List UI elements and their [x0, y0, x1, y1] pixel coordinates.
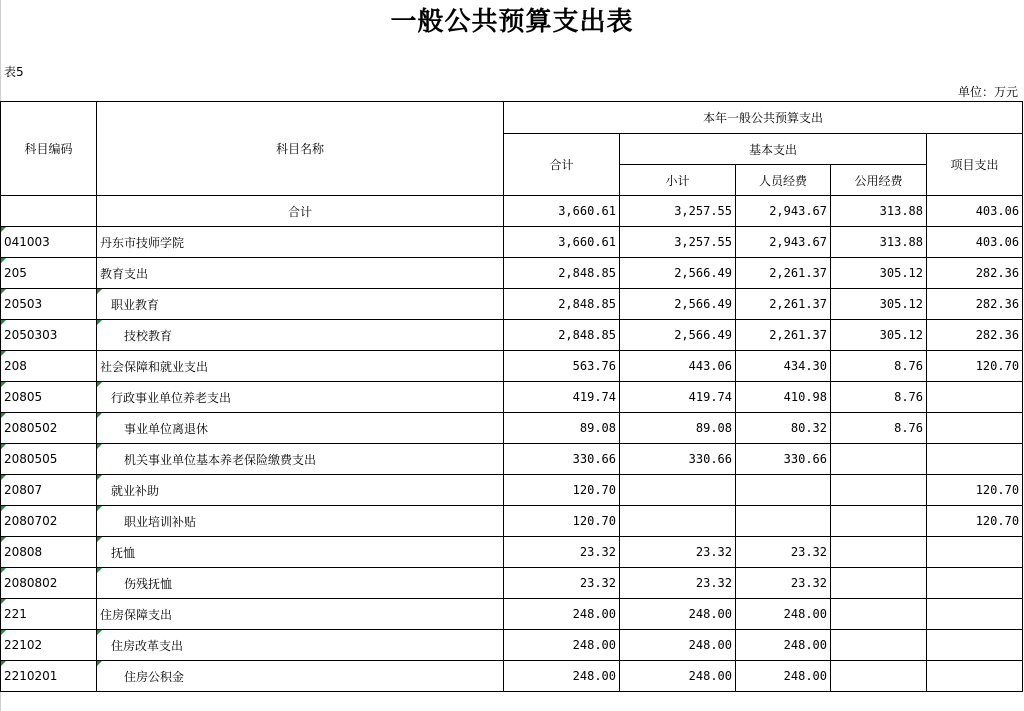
cell-project [927, 568, 1023, 599]
cell-subtotal: 2,566.49 [620, 320, 736, 351]
table-row [1, 599, 1023, 630]
cell-personnel: 23.32 [736, 537, 831, 568]
table-row-total [1, 196, 1023, 227]
header-public: 公用经费 [831, 165, 927, 196]
cell-personnel: 2,261.37 [736, 289, 831, 320]
table-row [1, 258, 1023, 289]
cell-code: 221 [1, 599, 97, 630]
header-name: 科目名称 [97, 102, 504, 196]
cell-code: 2210201 [1, 661, 97, 692]
cell-project: 282.36 [927, 289, 1023, 320]
cell-subtotal: 2,566.49 [620, 289, 736, 320]
cell-code: 2050303 [1, 320, 97, 351]
cell-project: 403.06 [927, 196, 1023, 227]
cell-total: 2,848.85 [504, 320, 620, 351]
cell-public: 8.76 [831, 413, 927, 444]
header-group: 本年一般公共预算支出 [504, 102, 1023, 134]
cell-personnel [736, 506, 831, 537]
cell-project: 403.06 [927, 227, 1023, 258]
table-row [1, 475, 1023, 506]
header-code: 科目编码 [1, 102, 97, 196]
table-row [1, 382, 1023, 413]
cell-code: 22102 [1, 630, 97, 661]
cell-name: 职业教育 [97, 289, 504, 320]
cell-public [831, 537, 927, 568]
page-title: 一般公共预算支出表 [390, 7, 634, 37]
cell-project [927, 382, 1023, 413]
table-row [1, 630, 1023, 661]
cell-subtotal: 3,257.55 [620, 227, 736, 258]
cell-total: 248.00 [504, 661, 620, 692]
cell-public: 305.12 [831, 258, 927, 289]
table-row [1, 506, 1023, 537]
cell-personnel: 2,943.67 [736, 227, 831, 258]
cell-total: 2,848.85 [504, 258, 620, 289]
cell-name: 就业补助 [97, 475, 504, 506]
table-row [1, 537, 1023, 568]
cell-personnel: 23.32 [736, 568, 831, 599]
cell-name: 事业单位离退休 [97, 413, 504, 444]
cell-personnel [736, 475, 831, 506]
cell-project [927, 599, 1023, 630]
cell-project [927, 537, 1023, 568]
cell-public: 313.88 [831, 196, 927, 227]
cell-public: 305.12 [831, 320, 927, 351]
cell-subtotal: 23.32 [620, 537, 736, 568]
cell-name: 行政事业单位养老支出 [97, 382, 504, 413]
cell-subtotal: 248.00 [620, 630, 736, 661]
table-header [1, 102, 1023, 196]
cell-name: 职业培训补贴 [97, 506, 504, 537]
cell-subtotal: 419.74 [620, 382, 736, 413]
cell-project: 282.36 [927, 320, 1023, 351]
cell-personnel: 248.00 [736, 630, 831, 661]
cell-subtotal: 89.08 [620, 413, 736, 444]
cell-public: 305.12 [831, 289, 927, 320]
cell-subtotal [620, 475, 736, 506]
header-total: 合计 [504, 134, 620, 196]
cell-total: 89.08 [504, 413, 620, 444]
cell-name: 教育支出 [97, 258, 504, 289]
cell-personnel: 410.98 [736, 382, 831, 413]
table-row [1, 320, 1023, 351]
cell-total: 23.32 [504, 537, 620, 568]
cell-code: 2080802 [1, 568, 97, 599]
cell-subtotal: 330.66 [620, 444, 736, 475]
cell-personnel: 2,261.37 [736, 320, 831, 351]
cell-public [831, 506, 927, 537]
cell-public: 8.76 [831, 382, 927, 413]
cell-code: 2080702 [1, 506, 97, 537]
cell-code: 20807 [1, 475, 97, 506]
cell-public: 8.76 [831, 351, 927, 382]
table-row [1, 289, 1023, 320]
cell-project [927, 661, 1023, 692]
cell-subtotal: 443.06 [620, 351, 736, 382]
cell-name: 技校教育 [97, 320, 504, 351]
cell-name: 丹东市技师学院 [97, 227, 504, 258]
cell-total: 3,660.61 [504, 196, 620, 227]
cell-name: 抚恤 [97, 537, 504, 568]
cell-project: 282.36 [927, 258, 1023, 289]
cell-project: 120.70 [927, 351, 1023, 382]
table-row [1, 351, 1023, 382]
cell-name: 社会保障和就业支出 [97, 351, 504, 382]
table-number: 表5 [4, 65, 24, 79]
cell-name: 伤残抚恤 [97, 568, 504, 599]
cell-personnel: 2,943.67 [736, 196, 831, 227]
cell-personnel: 248.00 [736, 599, 831, 630]
cell-public [831, 475, 927, 506]
cell-project [927, 444, 1023, 475]
cell-code: 20805 [1, 382, 97, 413]
cell-public: 313.88 [831, 227, 927, 258]
cell-project: 120.70 [927, 475, 1023, 506]
cell-name: 住房改革支出 [97, 630, 504, 661]
cell-personnel: 434.30 [736, 351, 831, 382]
budget-table [0, 101, 1023, 692]
cell-subtotal: 248.00 [620, 661, 736, 692]
cell-total: 120.70 [504, 506, 620, 537]
cell-code: 041003 [1, 227, 97, 258]
cell-code [1, 196, 97, 227]
header-subtotal: 小计 [620, 165, 736, 196]
cell-total: 23.32 [504, 568, 620, 599]
cell-name: 住房公积金 [97, 661, 504, 692]
cell-personnel: 80.32 [736, 413, 831, 444]
cell-name: 机关事业单位基本养老保险缴费支出 [97, 444, 504, 475]
cell-public [831, 599, 927, 630]
cell-public [831, 661, 927, 692]
cell-total: 248.00 [504, 630, 620, 661]
cell-public [831, 444, 927, 475]
cell-code: 2080505 [1, 444, 97, 475]
cell-project: 120.70 [927, 506, 1023, 537]
cell-total: 563.76 [504, 351, 620, 382]
cell-personnel: 330.66 [736, 444, 831, 475]
cell-subtotal: 2,566.49 [620, 258, 736, 289]
cell-total: 330.66 [504, 444, 620, 475]
header-basic: 基本支出 [620, 134, 927, 165]
cell-code: 208 [1, 351, 97, 382]
cell-total: 248.00 [504, 599, 620, 630]
cell-code: 205 [1, 258, 97, 289]
cell-subtotal: 23.32 [620, 568, 736, 599]
cell-total: 3,660.61 [504, 227, 620, 258]
cell-project [927, 413, 1023, 444]
table-row [1, 413, 1023, 444]
cell-personnel: 2,261.37 [736, 258, 831, 289]
cell-code: 20808 [1, 537, 97, 568]
cell-personnel: 248.00 [736, 661, 831, 692]
cell-public [831, 568, 927, 599]
table-row [1, 444, 1023, 475]
header-personnel: 人员经费 [736, 165, 831, 196]
cell-subtotal: 248.00 [620, 599, 736, 630]
cell-total: 2,848.85 [504, 289, 620, 320]
unit-label: 单位：万元 [957, 85, 1018, 99]
cell-project [927, 630, 1023, 661]
cell-code: 20503 [1, 289, 97, 320]
cell-total: 120.70 [504, 475, 620, 506]
table-row [1, 227, 1023, 258]
table-row [1, 568, 1023, 599]
cell-subtotal [620, 506, 736, 537]
header-project: 项目支出 [927, 134, 1023, 196]
cell-total: 419.74 [504, 382, 620, 413]
table-body [1, 196, 1023, 692]
cell-name: 住房保障支出 [97, 599, 504, 630]
cell-name: 合计 [97, 196, 504, 227]
cell-public [831, 630, 927, 661]
table-row [1, 661, 1023, 692]
cell-subtotal: 3,257.55 [620, 196, 736, 227]
cell-code: 2080502 [1, 413, 97, 444]
